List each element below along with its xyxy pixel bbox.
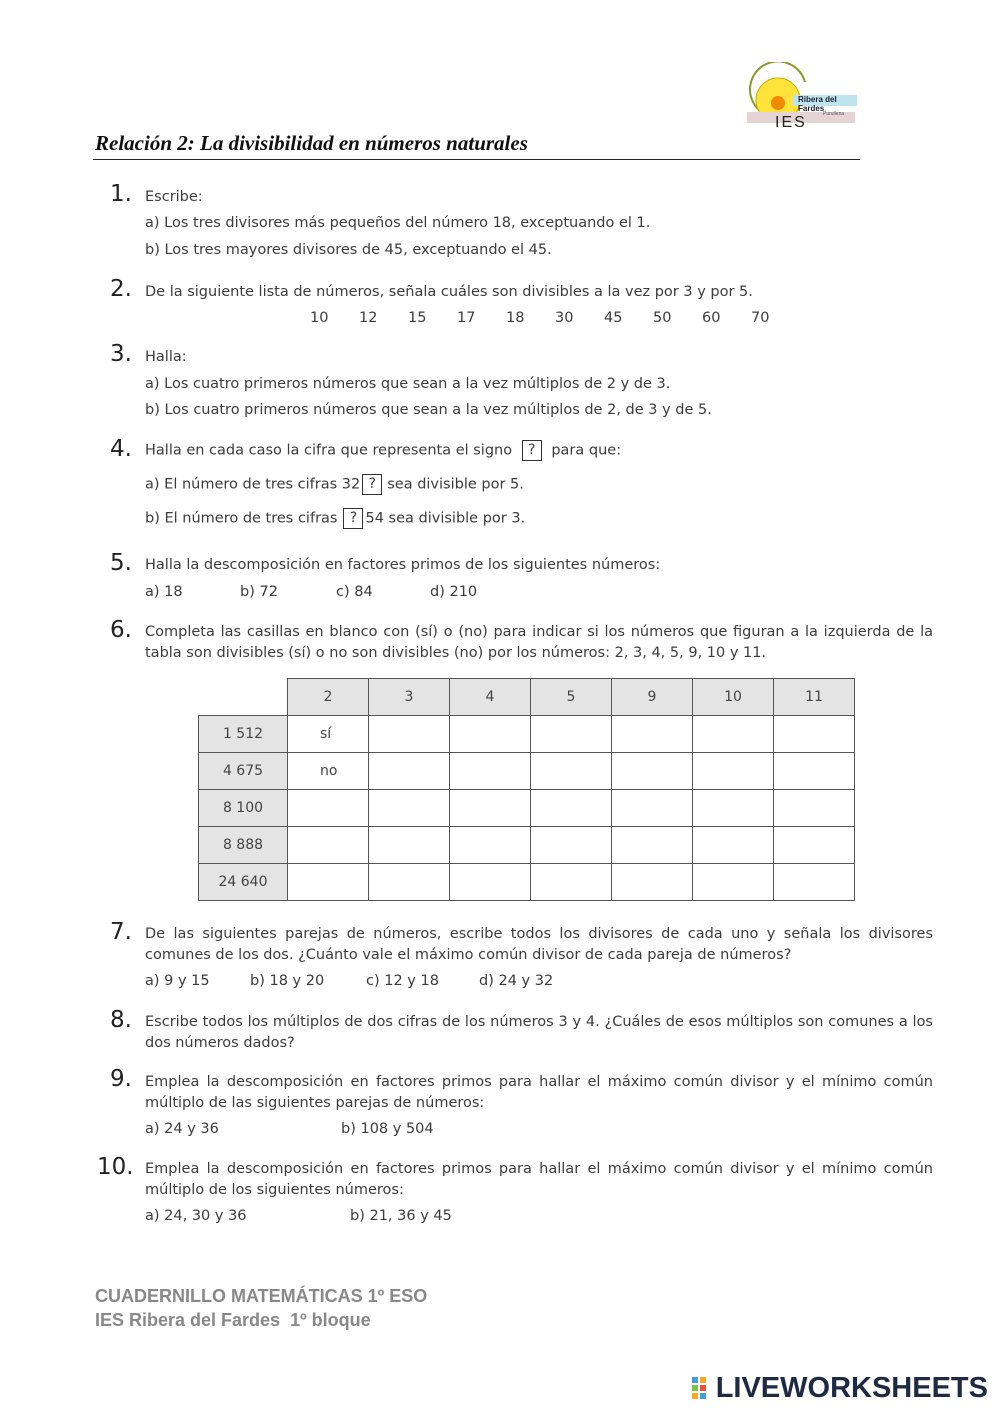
exercise-1-text: Escribe:	[145, 189, 203, 205]
exercise-3b: b) Los cuatro primeros números que sean a la vez múltiplos de 2, de 3 y de 5.	[145, 402, 712, 418]
row-header: 4 675	[199, 753, 288, 790]
logo-ies: IES	[775, 114, 807, 131]
answer-cell[interactable]	[450, 753, 531, 790]
title-divider	[93, 159, 860, 160]
exercise-2-number-list	[310, 308, 800, 329]
list-number: 17	[457, 310, 476, 326]
option: a) 9 y 15	[145, 973, 210, 989]
exercise-5-text: Halla la descomposición en factores primos de los siguientes números:	[145, 557, 661, 573]
question-box: ?	[522, 440, 542, 461]
exercise-3-number: 3.	[110, 341, 132, 367]
answer-cell[interactable]	[612, 790, 693, 827]
answer-cell[interactable]	[774, 827, 855, 864]
answer-cell[interactable]	[450, 827, 531, 864]
answer-cell[interactable]	[693, 790, 774, 827]
answer-cell[interactable]	[531, 864, 612, 901]
answer-cell[interactable]	[693, 716, 774, 753]
answer-cell[interactable]	[369, 716, 450, 753]
table-corner	[199, 679, 288, 716]
exercise-4a-before: a) El número de tres cifras 32	[145, 476, 361, 493]
answer-cell[interactable]	[450, 864, 531, 901]
answer-cell[interactable]	[612, 716, 693, 753]
footer-line-1: CUADERNILLO MATEMÁTICAS 1º ESO	[95, 1286, 428, 1306]
table-row	[199, 864, 855, 901]
exercise-1-number: 1.	[110, 181, 132, 207]
option: d) 24 y 32	[479, 973, 554, 989]
list-number: 18	[506, 310, 525, 326]
answer-cell[interactable]	[531, 716, 612, 753]
liveworksheets-brand	[692, 1372, 988, 1405]
answer-cell[interactable]	[369, 790, 450, 827]
question-box: ?	[362, 474, 382, 495]
list-number: 10	[310, 310, 329, 326]
option: c) 12 y 18	[366, 973, 439, 989]
row-header: 24 640	[199, 864, 288, 901]
list-number: 70	[751, 310, 770, 326]
exercise-9-options	[145, 1119, 434, 1140]
answer-cell[interactable]	[612, 827, 693, 864]
exercise-8-text: Escribe todos los múltiplos de dos cifras de los números 3 y 4. ¿Cuáles de esos múltiplos son comunes a los dos números dados?	[145, 1014, 933, 1051]
table-header-row	[199, 679, 855, 716]
list-number: 12	[359, 310, 378, 326]
column-header: 3	[369, 679, 450, 716]
answer-cell[interactable]	[450, 790, 531, 827]
list-number: 30	[555, 310, 574, 326]
row-header: 8 100	[199, 790, 288, 827]
exercise-4b-after: 54 sea divisible por 3.	[365, 510, 526, 527]
answer-cell[interactable]	[774, 753, 855, 790]
exercise-6-text: Completa las casillas en blanco con (sí) o (no) para indicar si los números que figuran a la izquierda de la tabla son divisibles (sí) o no son divisibles (no) por los números: 2, 3, 4, 5, 9, 10 y 11.	[145, 624, 933, 661]
answer-cell[interactable]	[774, 864, 855, 901]
exercise-1a: a) Los tres divisores más pequeños del número 18, exceptuando el 1.	[145, 215, 651, 231]
option: a) 24 y 36	[145, 1121, 219, 1137]
column-header: 9	[612, 679, 693, 716]
exercise-3a: a) Los cuatro primeros números que sean a la vez múltiplos de 2 y de 3.	[145, 376, 671, 392]
list-number: 45	[604, 310, 623, 326]
logo-place: Purullena	[823, 111, 845, 117]
liveworksheets-text: LIVEWORKSHEETS	[715, 1372, 988, 1404]
answer-cell[interactable]	[369, 864, 450, 901]
school-logo	[745, 62, 860, 132]
answer-cell[interactable]	[288, 790, 369, 827]
exercise-4a	[145, 474, 524, 496]
list-number: 50	[653, 310, 672, 326]
option: b) 18 y 20	[250, 973, 325, 989]
answer-cell[interactable]	[369, 827, 450, 864]
exercise-6-number: 6.	[110, 617, 132, 643]
answer-cell[interactable]	[369, 753, 450, 790]
row-header: 8 888	[199, 827, 288, 864]
answer-cell[interactable]: sí	[288, 716, 369, 753]
answer-cell[interactable]	[612, 753, 693, 790]
exercise-4b	[145, 508, 525, 530]
table-row	[199, 753, 855, 790]
exercise-1b: b) Los tres mayores divisores de 45, exceptuando el 45.	[145, 242, 552, 258]
exercise-8-number: 8.	[110, 1007, 132, 1033]
option: a) 18	[145, 584, 183, 600]
answer-cell[interactable]	[774, 716, 855, 753]
exercise-4-text	[145, 440, 621, 462]
table-row	[199, 827, 855, 864]
page-title: Relación 2: La divisibilidad en números naturales	[95, 131, 528, 155]
list-number: 60	[702, 310, 721, 326]
answer-cell[interactable]	[531, 753, 612, 790]
exercise-4-text-before: Halla en cada caso la cifra que representa el signo	[145, 442, 513, 459]
exercise-7-number: 7.	[110, 919, 132, 945]
option: a) 24, 30 y 36	[145, 1208, 247, 1224]
answer-cell[interactable]	[612, 864, 693, 901]
list-number: 15	[408, 310, 427, 326]
exercise-10-text: Emplea la descomposición en factores primos para hallar el máximo común divisor y el mínimo común múltiplo de los siguientes números:	[145, 1161, 933, 1198]
answer-cell[interactable]	[774, 790, 855, 827]
exercise-4b-before: b) El número de tres cifras	[145, 510, 338, 527]
divisibility-table	[198, 678, 855, 901]
exercise-4-number: 4.	[110, 436, 132, 462]
table-row	[199, 716, 855, 753]
option: b) 108 y 504	[341, 1121, 434, 1137]
column-header: 2	[288, 679, 369, 716]
answer-cell[interactable]	[693, 753, 774, 790]
option: b) 72	[240, 584, 278, 600]
table-row	[199, 790, 855, 827]
answer-cell[interactable]	[450, 716, 531, 753]
column-header: 5	[531, 679, 612, 716]
row-header: 1 512	[199, 716, 288, 753]
answer-cell[interactable]	[531, 827, 612, 864]
exercise-3-text: Halla:	[145, 349, 187, 365]
footer-line-2: IES Ribera del Fardes 1º bloque	[95, 1310, 371, 1330]
question-box: ?	[343, 508, 363, 529]
option: d) 210	[430, 584, 478, 600]
column-header: 11	[774, 679, 855, 716]
exercise-5-options	[145, 582, 477, 603]
option: c) 84	[336, 584, 373, 600]
logo-school-name: Ribera del Fardes	[798, 95, 837, 113]
option: b) 21, 36 y 45	[350, 1208, 452, 1224]
exercise-9-number: 9.	[110, 1066, 132, 1092]
exercise-2-text: De la siguiente lista de números, señala cuáles son divisibles a la vez por 3 y por 5.	[145, 284, 753, 300]
answer-cell[interactable]: no	[288, 753, 369, 790]
exercise-7-text: De las siguientes parejas de números, escribe todos los divisores de cada uno y señala los divisores comunes de los dos. ¿Cuánto vale el máximo común divisor de cada pareja de números?	[145, 926, 933, 963]
answer-cell[interactable]	[288, 827, 369, 864]
column-header: 4	[450, 679, 531, 716]
answer-cell[interactable]	[693, 827, 774, 864]
answer-cell[interactable]	[288, 864, 369, 901]
exercise-10-options	[145, 1206, 452, 1227]
exercise-2-number: 2.	[110, 276, 132, 302]
exercise-4a-after: sea divisible por 5.	[387, 476, 524, 493]
exercise-9-text: Emplea la descomposición en factores primos para hallar el máximo común divisor y el mínimo común múltiplo de las siguientes parejas de números:	[145, 1074, 933, 1111]
exercise-4-text-after: para que:	[551, 442, 622, 459]
exercise-7-options	[145, 971, 553, 992]
answer-cell[interactable]	[693, 864, 774, 901]
liveworksheets-icon	[692, 1377, 714, 1399]
exercise-10-number: 10.	[97, 1154, 134, 1180]
exercise-5-number: 5.	[110, 550, 132, 576]
answer-cell[interactable]	[531, 790, 612, 827]
column-header: 10	[693, 679, 774, 716]
